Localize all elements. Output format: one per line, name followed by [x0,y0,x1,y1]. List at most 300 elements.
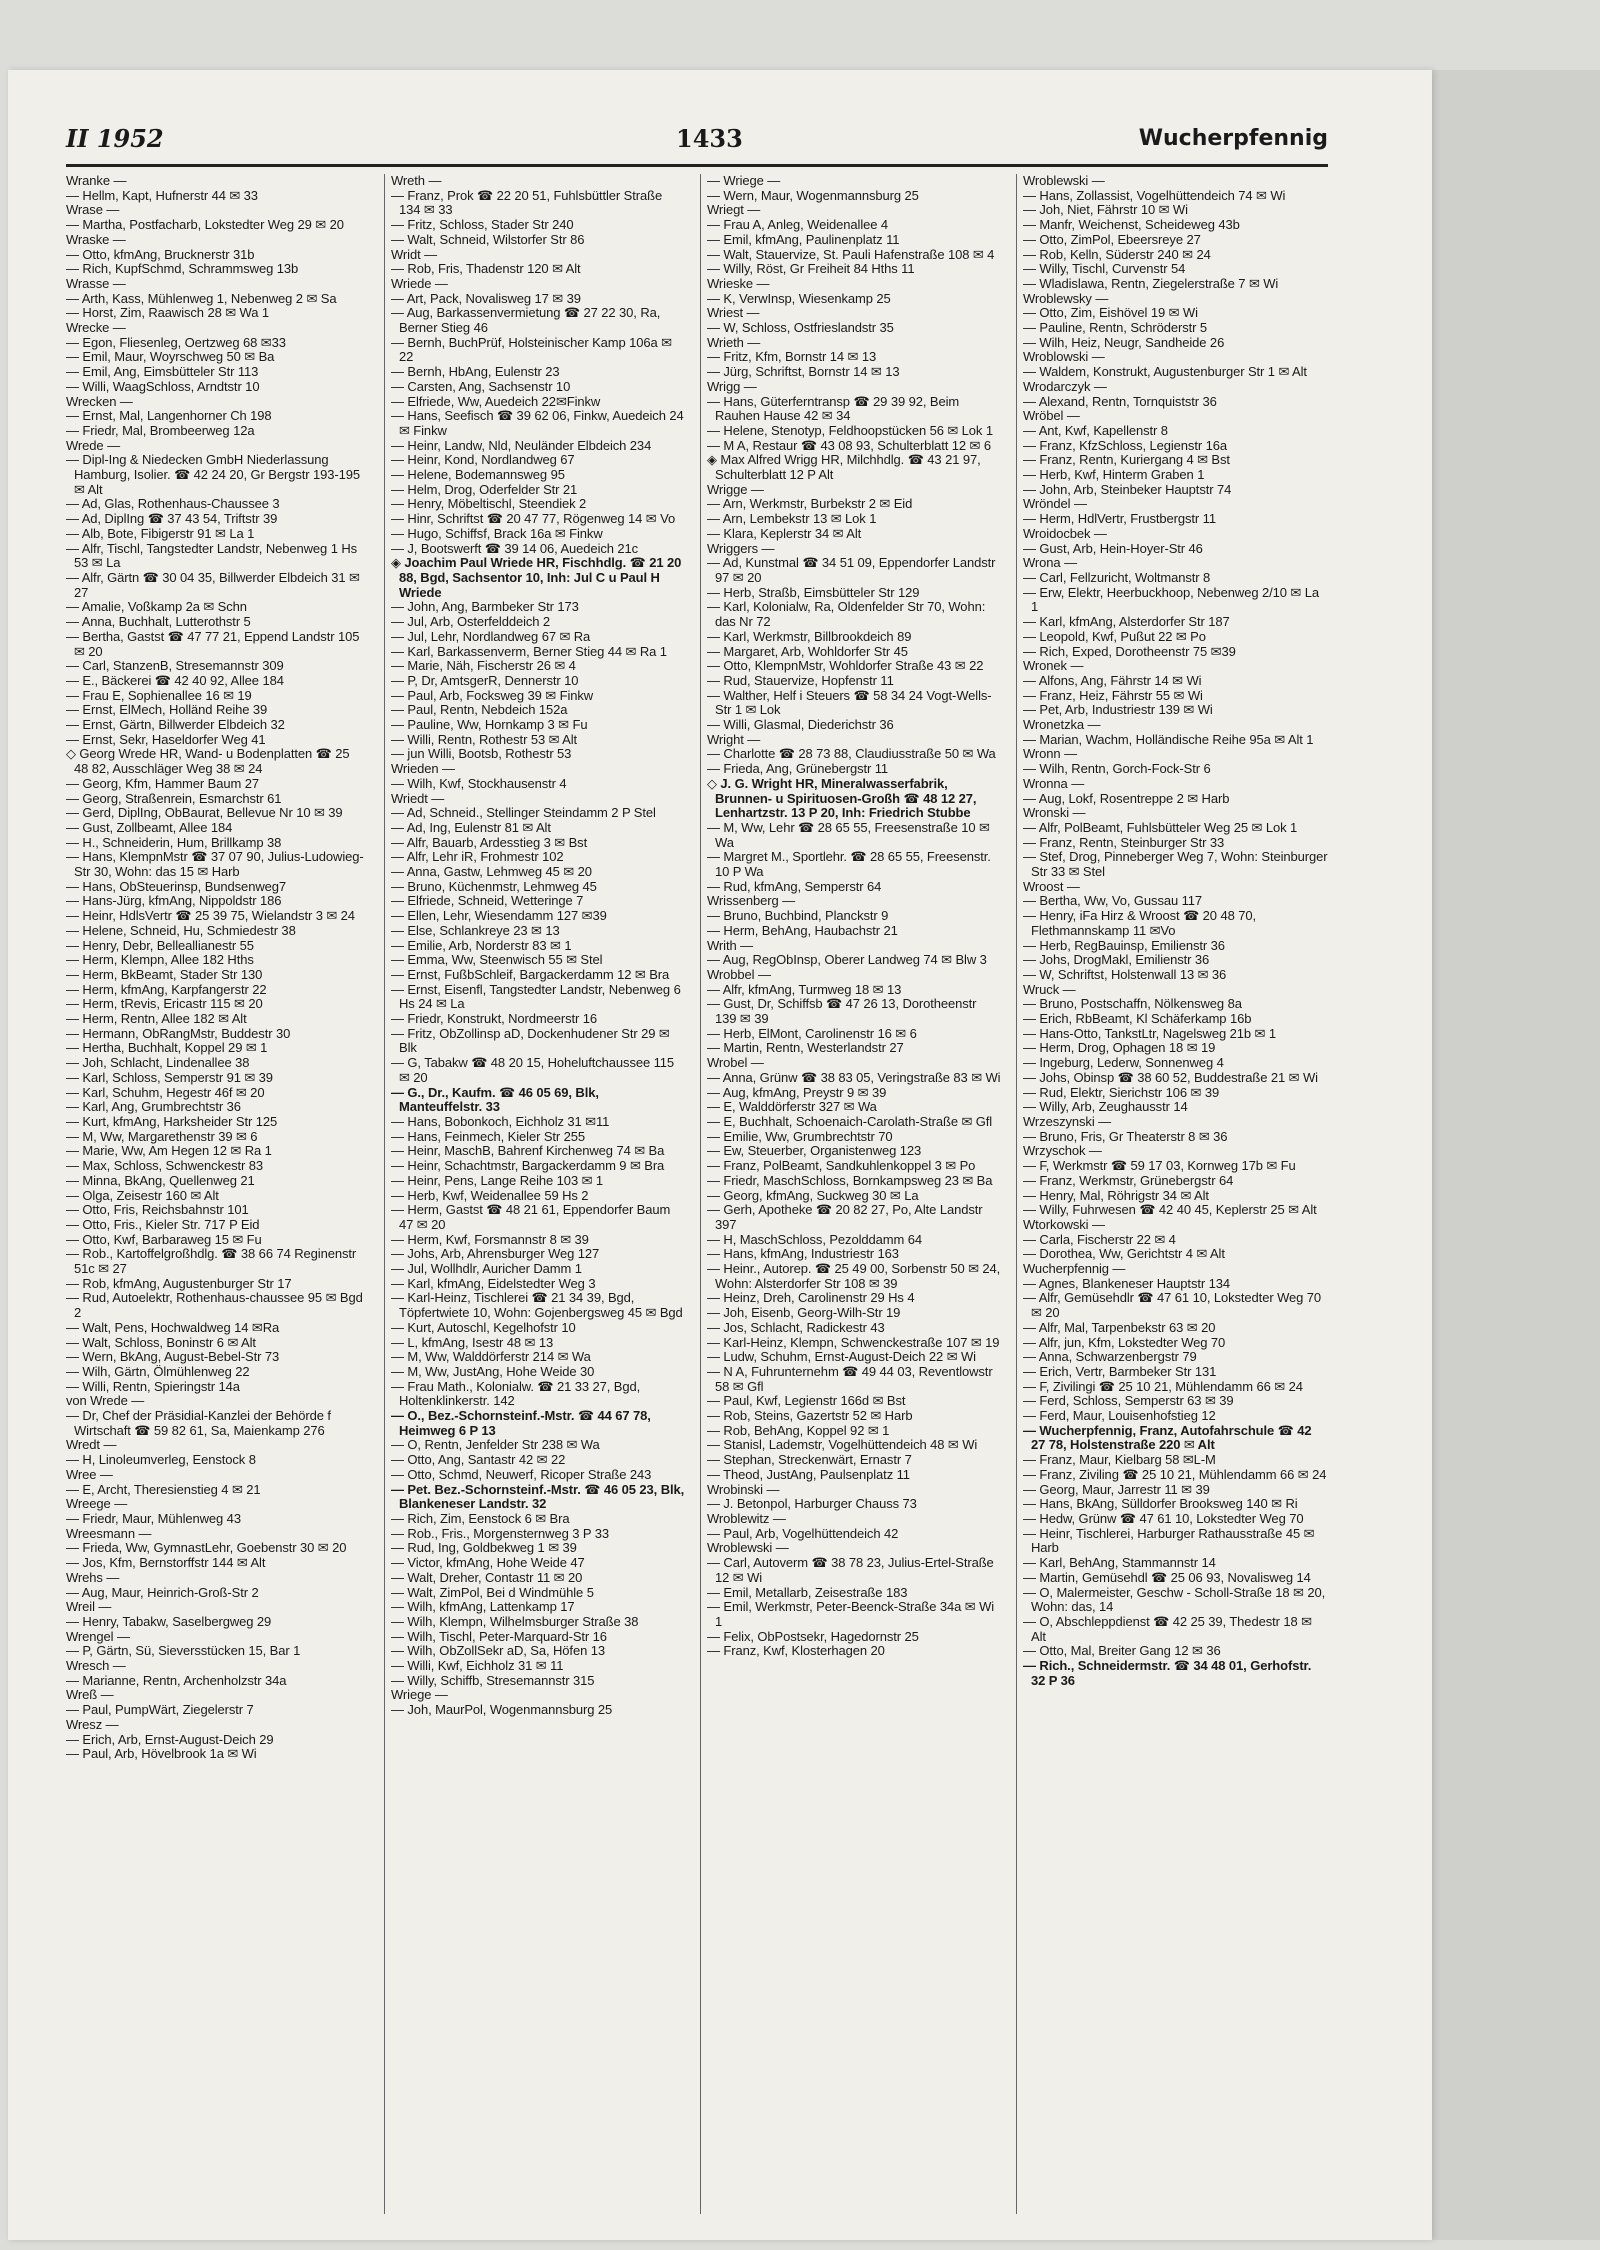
directory-entry: — Anna, Buchhalt, Lutterothstr 5 [66,614,251,630]
directory-entry: — Emil, kfmAng, Paulinenplatz 11 [707,231,900,247]
directory-entry: Wrigg — [707,378,757,394]
directory-entry: — Victor, kfmAng, Hohe Weide 47 [391,1555,585,1571]
directory-entry: — Karl, kfmAng, Alsterdorfer Str 187 [1023,614,1230,630]
directory-entry: — Georg, Kfm, Hammer Baum 27 [66,775,259,791]
directory-entry: — Alfons, Ang, Fährstr 14 ✉ Wi [1023,672,1202,688]
directory-entry: — K, VerwInsp, Wiesenkamp 25 [707,290,891,306]
directory-entry: — Marie, Näh, Fischerstr 26 ✉ 4 [391,658,576,674]
directory-entry: — Stanisl, Lademstr, Vogelhüttendeich 48 ✉ Wi [707,1437,978,1453]
directory-entry: — Alfr, kfmAng, Turmweg 18 ✉ 13 [707,981,902,997]
directory-entry: Wresch — [66,1658,126,1674]
column-1 [66,174,366,2214]
directory-entry: — Hans, ObSteuerinsp, Bundsenweg7 [66,878,286,894]
directory-entry: — Otto, Fris., Kieler Str. 717 P Eid [66,1216,260,1232]
directory-entry: Wraske — [66,231,126,247]
directory-entry: Wruck — [1023,981,1076,997]
directory-entry: — Herm, Kwf, Forsmannstr 8 ✉ 39 [391,1231,589,1247]
directory-entry: — Ew, Steuerber, Organistenweg 123 [707,1143,922,1159]
directory-entry: — Otto, Zim, Eishövel 19 ✉ Wi [1023,305,1198,321]
directory-entry: — Egon, Fliesenleg, Oertzweg 68 ✉33 [66,334,286,350]
directory-entry: — Otto, kfmAng, Brucknerstr 31b [66,246,255,262]
directory-entry: — Paul, PumpWärt, Ziegelerstr 7 [66,1702,254,1718]
directory-entry: — Paul, Rentn, Nebdeich 152a [391,702,568,718]
directory-entry: — Willi, Kwf, Eichholz 31 ✉ 11 [391,1658,564,1674]
directory-entry: — Ernst, Eisenfl, Tangstedter Landstr, Nebenweg 6 Hs 24 ✉ La [391,981,681,1012]
directory-entry: — Dr, Chef der Präsidial-Kanzlei der Behörde f Wirtschaft ☎ 59 82 61, Sa, Maienkamp 276 [66,1408,331,1438]
directory-entry: — Wern, Maur, Wogenmannsburg 25 [707,187,919,203]
directory-entry: — Rud, Stauervize, Hopfenstr 11 [707,672,894,688]
directory-entry: Wrecke — [66,320,126,336]
directory-entry: — Franz, Rentn, Kuriergang 4 ✉ Bst [1023,452,1230,468]
directory-entry: — Art, Pack, Novalisweg 17 ✉ 39 [391,290,581,306]
directory-entry: ◇ J. G. Wright HR, Mineralwasserfabrik, Brunnen- u Spirituosen-Großh ☎ 48 12 27, Lenhartzstr. 13 P 20, Inh: Friedrich Stubbe [707,775,977,821]
directory-entry: — Aug, kfmAng, Preystr 9 ✉ 39 [707,1084,887,1100]
directory-entry: — O, Rentn, Jenfelder Str 238 ✉ Wa [391,1437,600,1453]
directory-entry: — Heinz, Dreh, Carolinenstr 29 Hs 4 [707,1290,915,1306]
directory-entry: — G., Dr., Kaufm. ☎ 46 05 69, Blk, Manteuffelstr. 33 [391,1084,599,1115]
directory-entry: Wröndel — [1023,496,1087,512]
directory-entry: — Rob., Fris., Morgensternweg 3 P 33 [391,1525,609,1541]
directory-entry: — Ad, Schneid., Stellinger Steindamm 2 P Stel [391,805,656,821]
directory-entry: — Aug, Maur, Heinrich-Groß-Str 2 [66,1584,259,1600]
directory-entry: — Hans, kfmAng, Industriestr 163 [707,1246,899,1262]
directory-page [8,70,1432,2240]
directory-entry: — Helm, Drog, Oderfelder Str 21 [391,481,578,497]
directory-entry: — Walt, Pens, Hochwaldweg 14 ✉Ra [66,1319,280,1335]
directory-entry: — M A, Restaur ☎ 43 08 93, Schulterblatt 12 ✉ 6 [707,437,991,453]
directory-entry: — Karl, Ang, Grumbrechtstr 36 [66,1099,241,1115]
directory-entry: — Henry, Mal, Röhrigstr 34 ✉ Alt [1023,1187,1209,1203]
directory-entry: Wroblewsky — [1023,290,1109,306]
directory-entry: — Franz, Kwf, Klosterhagen 20 [707,1643,885,1659]
directory-entry: — Hans, Bobonkoch, Eichholz 31 ✉11 [391,1114,610,1129]
directory-entry: — Kurt, kfmAng, Harksheider Str 125 [66,1114,278,1129]
directory-entry: Wrehs — [66,1569,120,1585]
directory-entry: — jun Willi, Bootsb, Rothestr 53 [391,746,572,762]
directory-entry: — Heinr., Autorep. ☎ 25 49 00, Sorbenstr 50 ✉ 24, Wohn: Alsterdorfer Str 108 ✉ 39 [707,1261,1001,1291]
directory-entry: — Herm, Klempn, Allee 182 Hths [66,952,254,968]
directory-entry: — Walt, ZimPol, Bei d Windmühle 5 [391,1584,594,1600]
directory-entry: — W, Schloss, Ostfrieslandstr 35 [707,320,894,336]
directory-entry: — Fritz, Kfm, Bornstr 14 ✉ 13 [707,349,877,365]
volume-year: II 1952 [66,124,164,153]
directory-entry: — Rich, Exped, Dorotheenstr 75 ✉39 [1023,643,1236,659]
directory-entry: Wridt — [391,246,438,262]
directory-entry: — Otto, ZimPol, Ebeersreye 27 [1023,231,1201,247]
directory-entry: — Ingeburg, Lederw, Sonnenweg 4 [1023,1055,1224,1071]
directory-entry: — Martin, Rentn, Westerlandstr 27 [707,1040,904,1056]
directory-entry: — Rob., Kartoffelgroßhdlg. ☎ 38 66 74 Reginenstr 51c ✉ 27 [66,1246,357,1277]
directory-entry: Wreege — [66,1496,128,1512]
directory-entry: Wrodarczyk — [1023,378,1107,394]
directory-entry: — Henry, iFa Hirz & Wroost ☎ 20 48 70, Flethmannskamp 11 ✉Vo [1023,908,1256,938]
directory-entry: Wrissenberg — [707,893,796,909]
directory-entry: Wrecken — [66,393,133,409]
directory-entry: — Klara, Keplerstr 34 ✉ Alt [707,525,862,541]
directory-entry: Wrede — [66,437,120,453]
directory-entry: — Martin, Gemüsehdl ☎ 25 06 93, Novalisweg 14 [1023,1569,1311,1585]
directory-entry: — Franz, Prok ☎ 22 20 51, Fuhlsbüttler Straße 134 ✉ 33 [391,187,663,218]
directory-entry: — E, Buchhalt, Schoenaich-Carolath-Straße ✉ Gfl [707,1114,993,1129]
directory-entry: — Wucherpfennig, Franz, Autofahrschule ☎ 42 27 78, Holstenstraße 220 ✉ Alt [1023,1422,1312,1453]
directory-entry: Wroost — [1023,878,1080,894]
directory-entry: — Friedr, Mal, Brombeerweg 12a [66,422,255,438]
directory-entry: — Frau E, Sophienallee 16 ✉ 19 [66,687,252,703]
directory-entry: — Otto, KlempnMstr, Wohldorfer Straße 43 ✉ 22 [707,658,984,674]
directory-entry: — Carl, StanzenB, Stresemannstr 309 [66,658,284,674]
directory-entry: — Willi, WaagSchloss, Arndtstr 10 [66,378,260,394]
directory-entry: Wree — [66,1466,113,1482]
directory-entry: — P, Dr, AmtsgerR, Dennerstr 10 [391,672,579,688]
directory-entry: — Wilh, Klempn, Wilhelmsburger Straße 38 [391,1613,639,1629]
directory-entry: — Dipl-Ing & Niedecken GmbH Niederlassung Hamburg, Isolier. ☎ 42 24 20, Gr Bergstr 193-195 ✉ Alt [66,452,360,497]
directory-entry: — Friedr, MaschSchloss, Bornkampsweg 23 ✉ Ba [707,1172,993,1188]
directory-entry: — Rud, kfmAng, Semperstr 64 [707,878,882,894]
directory-entry: — Ellen, Lehr, Wiesendamm 127 ✉39 [391,908,607,924]
directory-entry: — Carl, Fellzuricht, Woltmanstr 8 [1023,569,1211,585]
directory-entry: — J, Bootswerft ☎ 39 14 06, Auedeich 21c [391,540,639,556]
directory-entry: — H, Linoleumverleg, Eenstock 8 [66,1452,256,1468]
directory-entry: — M, Ww, Margarethenstr 39 ✉ 6 [66,1128,258,1144]
directory-entry: — Herm, tRevis, Ericastr 115 ✉ 20 [66,996,263,1012]
directory-entry: — Wilh, Gärtn, Ölmühlenweg 22 [66,1363,250,1379]
directory-entry: — Wilh, Heiz, Neugr, Sandheide 26 [1023,334,1225,350]
directory-entry: — Rud, Elektr, Sierichstr 106 ✉ 39 [1023,1084,1220,1100]
directory-entry: — Anna, Schwarzenbergstr 79 [1023,1349,1197,1365]
directory-entry: — Arn, Lembekstr 13 ✉ Lok 1 [707,511,877,527]
directory-entry: — Jul, Wollhdlr, Auricher Damm 1 [391,1261,582,1277]
directory-entry: Wronek — [1023,658,1084,674]
directory-entry: — O., Bez.-Schornsteinf.-Mstr. ☎ 44 67 78, Heimweg 6 P 13 [391,1408,651,1438]
directory-entry: — Martha, Postfacharb, Lokstedter Weg 29 ✉ 20 [66,217,344,233]
directory-entry: — Else, Schlankreye 23 ✉ 13 [391,922,560,938]
directory-entry: — Paul, Arb, Hövelbrook 1a ✉ Wi [66,1746,257,1762]
directory-entry: — Johs, Obinsp ☎ 38 60 52, Buddestraße 21 ✉ Wi [1023,1069,1318,1085]
directory-entry: — Karl, Kolonialw, Ra, Oldenfelder Str 70, Wohn: das Nr 72 [707,599,986,630]
directory-entry: Wronn — [1023,746,1077,762]
directory-entry: — Bernh, HbAng, Eulenstr 23 [391,364,560,380]
directory-entry: Wronski — [1023,805,1086,821]
directory-entry: — Karl, Schloss, Semperstr 91 ✉ 39 [66,1069,273,1085]
directory-entry: — Rob, Steins, Gazertstr 52 ✉ Harb [707,1408,913,1424]
directory-entry: Wrieske — [707,275,770,291]
directory-entry: Wranke — [66,174,127,188]
directory-entry: — F, Zivilingi ☎ 25 10 21, Mühlendamm 66 ✉ 24 [1023,1378,1303,1394]
directory-entry: — Willy, Tischl, Curvenstr 54 [1023,261,1186,277]
directory-entry: — Karl-Heinz, Tischlerei ☎ 21 34 39, Bgd, Töpfertwiete 10, Wohn: Gojenbergsweg 45 ✉ Bgd [391,1290,683,1321]
directory-entry: Wrzeszynski — [1023,1114,1112,1129]
directory-entry: — Rud, Ing, Goldbekweg 1 ✉ 39 [391,1540,577,1556]
directory-entry: — Ernst, ElMech, Holländ Reihe 39 [66,702,268,718]
directory-entry: — Ad, Ing, Eulenstr 81 ✉ Alt [391,819,551,835]
directory-entry: Wriedt — [391,790,445,806]
directory-entry: — Walt, Dreher, Contastr 11 ✉ 20 [391,1569,583,1585]
directory-entry: — Hans, Güterferntransp ☎ 29 39 92, Beim Rauhen Hause 42 ✉ 34 [707,393,960,424]
directory-entry: — Rich., Schneidermstr. ☎ 34 48 01, Gerhofstr. 32 P 36 [1023,1658,1312,1688]
directory-entry: — Manfr, Weichenst, Scheideweg 43b [1023,217,1240,233]
directory-entry: — Fritz, Schloss, Stader Str 240 [391,217,574,233]
directory-entry: — Rud, Autoelektr, Rothenhaus-chaussee 95 ✉ Bgd 2 [66,1290,363,1321]
directory-entry: — John, Ang, Barmbeker Str 173 [391,599,579,615]
directory-entry: — Rich, Zim, Eenstock 6 ✉ Bra [391,1510,570,1526]
directory-entry: ◈ Max Alfred Wrigg HR, Milchhdlg. ☎ 43 21 97, Schulterblatt 12 P Alt [707,452,981,483]
directory-entry: — Elfriede, Schneid, Wetteringe 7 [391,893,584,909]
directory-entry: — Wilh, Tischl, Peter-Marquard-Str 16 [391,1628,607,1644]
directory-entry: — Ernst, Sekr, Haseldorfer Weg 41 [66,731,266,747]
directory-entry: — Alexand, Rentn, Tornquiststr 36 [1023,393,1217,409]
directory-entry: — Leopold, Kwf, Pußut 22 ✉ Po [1023,628,1206,644]
directory-entry: Wrengel — [66,1628,130,1644]
directory-entry: — Elfriede, Ww, Auedeich 22✉Finkw [391,393,601,409]
directory-entry: Wreesmann — [66,1525,152,1541]
directory-entry: — Amalie, Voßkamp 2a ✉ Schn [66,599,247,615]
directory-entry: — Heinr, Schachtmstr, Bargackerdamm 9 ✉ Bra [391,1158,665,1174]
directory-entry: — Otto, Ang, Santastr 42 ✉ 22 [391,1452,566,1468]
directory-entry: — Margaret, Arb, Wohldorfer Str 45 [707,643,908,659]
directory-entry: — Aug, Lokf, Rosentreppe 2 ✉ Harb [1023,790,1230,806]
directory-entry: — Kurt, Autoschl, Kegelhofstr 10 [391,1319,576,1335]
directory-entry: Wresz — [66,1716,119,1732]
directory-entry: Wronetzka — [1023,717,1101,733]
directory-entry: — Walt, Schneid, Wilstorfer Str 86 [391,231,585,247]
directory-entry: — Marie, Ww, Am Hegen 12 ✉ Ra 1 [66,1143,272,1159]
directory-entry: Wrigge — [707,481,764,497]
directory-entry: — Agnes, Blankeneser Hauptstr 134 [1023,1275,1230,1291]
directory-entry: — Joh, Schlacht, Lindenallee 38 [66,1055,250,1071]
directory-entry: — Jos, Schlacht, Radickestr 43 [707,1319,885,1335]
directory-entry: — Gust, Dr, Schiffsb ☎ 47 26 13, Dorotheenstr 139 ✉ 39 [707,996,977,1027]
directory-entry: — Wilh, kfmAng, Lattenkamp 17 [391,1599,575,1615]
directory-entry: — Pauline, Rentn, Schröderstr 5 [1023,320,1208,336]
directory-entry: — Pet. Bez.-Schornsteinf.-Mstr. ☎ 46 05 23, Blk, Blankeneser Landstr. 32 [391,1481,685,1512]
directory-entry: — Erich, Arb, Ernst-August-Deich 29 [66,1731,274,1747]
directory-entry: — Ant, Kwf, Kapellenstr 8 [1023,422,1168,438]
directory-entry: — Aug, Barkassenvermietung ☎ 27 22 30, Ra, Berner Stieg 46 [391,305,661,336]
directory-entry: Wriegt — [707,202,761,218]
directory-entry: — Willy, Schiffb, Stresemannstr 315 [391,1672,595,1688]
directory-columns [66,174,1328,2214]
directory-entry: — Joh, MaurPol, Wogenmannsburg 25 [391,1702,613,1718]
directory-entry: Wrona — [1023,555,1077,571]
directory-entry: — G, Tabakw ☎ 48 20 15, Hoheluftchaussee 115 ✉ 20 [391,1055,675,1085]
directory-entry: Wright — [707,731,761,747]
directory-entry: — Herm, Gastst ☎ 48 21 61, Eppendorfer Baum 47 ✉ 20 [391,1202,671,1232]
directory-entry: — Otto, Mal, Breiter Gang 12 ✉ 36 [1023,1643,1221,1659]
directory-entry: — Hans, KlempnMstr ☎ 37 07 90, Julius-Ludowieg-Str 30, Wohn: das 15 ✉ Harb [66,849,364,880]
directory-entry: — F, Werkmstr ☎ 59 17 03, Kornweg 17b ✉ Fu [1023,1158,1296,1174]
directory-entry: — Marian, Wachm, Holländische Reihe 95a ✉ Alt 1 [1023,731,1314,747]
directory-entry: von Wrede — [66,1393,145,1409]
directory-entry: — Karl, BehAng, Stammannstr 14 [1023,1555,1216,1571]
directory-entry: — E., Bäckerei ☎ 42 40 92, Allee 184 [66,672,284,688]
directory-entry: Wröbel — [1023,408,1080,424]
directory-entry: — Hans, Feinmech, Kieler Str 255 [391,1128,586,1144]
directory-entry: — Emil, Werkmstr, Peter-Beenck-Straße 34a ✉ Wi 1 [707,1599,995,1629]
directory-entry: — Hans-Otto, TankstLtr, Nagelsweg 21b ✉ 1 [1023,1025,1276,1041]
directory-entry: — Gerd, DiplIng, ObBaurat, Bellevue Nr 10 ✉ 39 [66,805,343,821]
directory-entry: — Ludw, Schuhm, Ernst-August-Deich 22 ✉ Wi [707,1349,976,1365]
directory-entry: — Alfr, Gärtn ☎ 30 04 35, Billwerder Elbdeich 31 ✉ 27 [66,569,360,600]
directory-entry: — Pet, Arb, Industriestr 139 ✉ Wi [1023,702,1213,718]
directory-entry: — Erich, Vertr, Barmbeker Str 131 [1023,1363,1217,1379]
directory-entry: — J. Betonpol, Harburger Chauss 73 [707,1496,917,1512]
directory-entry: Wroblewitz — [707,1510,786,1526]
directory-entry: — Alfr, Gemüsehdlr ☎ 47 61 10, Lokstedter Weg 70 ✉ 20 [1023,1290,1322,1321]
directory-entry: — M, Ww, JustAng, Hohe Weide 30 [391,1363,595,1379]
directory-entry: — Gerh, Apotheke ☎ 20 82 27, Po, Alte Landstr 397 [707,1202,983,1232]
directory-entry: — Emil, Maur, Woyrschweg 50 ✉ Ba [66,349,275,365]
directory-entry: — Paul, Kwf, Legienstr 166d ✉ Bst [707,1393,906,1409]
directory-entry: — Herb, ElMont, Carolinenstr 16 ✉ 6 [707,1025,917,1041]
directory-entry: — Ferd, Schloss, Semperstr 63 ✉ 39 [1023,1393,1234,1409]
directory-entry: Wreil — [66,1599,112,1615]
directory-entry: — Wilh, Rentn, Gorch-Fock-Str 6 [1023,761,1211,777]
directory-entry: — Emil, Ang, Eimsbütteler Str 113 [66,364,259,380]
directory-entry: — Wilh, Kwf, Stockhausenstr 4 [391,775,567,791]
directory-entry: — Jul, Lehr, Nordlandweg 67 ✉ Ra [391,628,591,644]
directory-entry: — Stef, Drog, Pinneberger Weg 7, Wohn: Steinburger Str 33 ✉ Stel [1023,849,1328,880]
directory-entry: Wrieth — [707,334,761,350]
directory-entry: — Waldem, Konstrukt, Augustenburger Str 1 ✉ Alt [1023,364,1307,380]
directory-entry: — Horst, Zim, Raawisch 28 ✉ Wa 1 [66,305,269,321]
directory-entry: — Johs, DrogMakl, Emilienstr 36 [1023,952,1210,968]
directory-entry: — Rob, BehAng, Koppel 92 ✉ 1 [707,1422,890,1438]
directory-entry: — John, Arb, Steinbeker Hauptstr 74 [1023,481,1232,497]
directory-entry: Wrobel — [707,1055,764,1071]
directory-entry: — Otto, Fris, Reichsbahnstr 101 [66,1202,249,1218]
directory-entry: — Georg, Maur, Jarrestr 11 ✉ 39 [1023,1481,1210,1497]
directory-entry: — Alfr, Bauarb, Ardesstieg 3 ✉ Bst [391,834,588,850]
directory-entry: — Herm, Drog, Ophagen 18 ✉ 19 [1023,1040,1216,1056]
directory-entry: — Bruno, Küchenmstr, Lehmweg 45 [391,878,597,894]
directory-entry: — Erw, Elektr, Heerbuckhoop, Nebenweg 2/10 ✉ La 1 [1023,584,1319,615]
directory-entry: — Joh, Eisenb, Georg-Wilh-Str 19 [707,1305,901,1321]
directory-entry: — Friedr, Konstrukt, Nordmeerstr 16 [391,1011,598,1027]
directory-entry: — Rob, Fris, Thadenstr 120 ✉ Alt [391,261,581,277]
directory-entry: — Hans, BkAng, Sülldorfer Brooksweg 140 ✉ Ri [1023,1496,1298,1512]
directory-entry: — Karl-Heinz, Klempn, Schwenckestraße 107 ✉ 19 [707,1334,1000,1350]
directory-entry: — Franz, Ziviling ☎ 25 10 21, Mühlendamm 66 ✉ 24 [1023,1466,1327,1482]
directory-entry: — Fritz, ObZollinsp aD, Dockenhudener Str 29 ✉ Blk [391,1025,670,1056]
directory-entry: — L, kfmAng, Isestr 48 ✉ 13 [391,1334,554,1350]
directory-entry: — Willy, Röst, Gr Freiheit 84 Hths 11 [707,261,915,277]
directory-entry: — Stephan, Streckenwärt, Ernastr 7 [707,1452,912,1468]
directory-entry: — Hinr, Schriftst ☎ 20 47 77, Rögenweg 14 ✉ Vo [391,511,676,527]
directory-entry: — Franz, Heiz, Fährstr 55 ✉ Wi [1023,687,1203,703]
directory-entry: — N A, Fuhrunternehm ☎ 49 44 03, Reventlowstr 58 ✉ Gfl [707,1363,993,1394]
directory-entry: Wriege — [391,1687,448,1703]
directory-entry: — Carla, Fischerstr 22 ✉ 4 [1023,1231,1176,1247]
directory-entry: — Rob, kfmAng, Augustenburger Str 17 [66,1275,292,1291]
directory-entry: — Gust, Arb, Hein-Hoyer-Str 46 [1023,540,1203,556]
directory-entry: — Herm, HdlVertr, Frustbergstr 11 [1023,511,1216,527]
directory-entry: — Frieda, Ang, Grünebergstr 11 [707,761,889,777]
directory-entry: — Willy, Arb, Zeughausstr 14 [1023,1099,1188,1115]
directory-entry: — Otto, Kwf, Barbaraweg 15 ✉ Fu [66,1231,262,1247]
directory-entry: — Georg, Straßenrein, Esmarchstr 61 [66,790,282,806]
directory-entry: — Ernst, FußbSchleif, Bargackerdamm 12 ✉ Bra [391,966,670,982]
directory-entry: — Friedr, Maur, Mühlenweg 43 [66,1510,241,1526]
directory-entry: — Ad, Glas, Rothenhaus-Chaussee 3 [66,496,280,512]
directory-entry: Wriede — [391,275,448,291]
header-rule [66,164,1328,167]
directory-entry: — Alfr, jun, Kfm, Lokstedter Weg 70 [1023,1334,1226,1350]
directory-entry: — Herb, Kwf, Hinterm Graben 1 [1023,467,1205,483]
directory-entry: — Emil, Metallarb, Zeisestraße 183 [707,1584,908,1600]
directory-entry: — Jul, Arb, Osterfelddeich 2 [391,614,551,630]
directory-entry: — Margret M., Sportlehr. ☎ 28 65 55, Freesenstr. 10 P Wa [707,849,991,880]
directory-entry: — Pauline, Ww, Hornkamp 3 ✉ Fu [391,717,588,733]
directory-entry: — Helene, Bodemannsweg 95 [391,467,565,483]
directory-entry: Wreß — [66,1687,114,1703]
directory-entry: — Alb, Bote, Fibigerstr 91 ✉ La 1 [66,525,255,541]
directory-entry: — Marianne, Rentn, Archenholzstr 34a [66,1672,287,1688]
directory-entry: — H, MaschSchloss, Pezolddamm 64 [707,1231,922,1247]
directory-entry: — Ad, Kunstmal ☎ 34 51 09, Eppendorfer Landstr 97 ✉ 20 [707,555,996,585]
directory-entry: — Aug, RegObInsp, Oberer Landweg 74 ✉ Blw 3 [707,952,987,968]
scan-background-strip [1432,70,1600,2240]
directory-entry: — Helene, Stenotyp, Feldhoopstücken 56 ✉ Lok 1 [707,422,993,438]
directory-entry: — Max, Schloss, Schwenckestr 83 [66,1158,264,1174]
page-number: 1433 [676,124,743,153]
directory-entry: — Franz, Rentn, Steinburger Str 33 [1023,834,1225,850]
directory-entry: — Bruno, Buchbind, Planckstr 9 [707,908,889,924]
directory-entry: Wrzyschok — [1023,1143,1102,1159]
directory-entry: — Heinr, MaschB, Bahrenf Kirchenweg 74 ✉ Ba [391,1143,665,1159]
directory-entry: Wrasse — [66,275,126,291]
directory-entry: — Emilie, Arb, Norderstr 83 ✉ 1 [391,937,572,953]
directory-entry: — Herm, kfmAng, Karpfangerstr 22 [66,981,267,997]
directory-entry: — Alfr, Mal, Tarpenbekstr 63 ✉ 20 [1023,1319,1216,1335]
directory-entry: Wroblewski — [1023,174,1105,188]
directory-entry: — Bertha, Gastst ☎ 47 77 21, Eppend Landstr 105 ✉ 20 [66,628,360,659]
directory-entry: — Emilie, Ww, Grumbrechtstr 70 [707,1128,893,1144]
directory-entry: ◈ Joachim Paul Wriede HR, Fischhdlg. ☎ 21 20 88, Bgd, Sachsentor 10, Inh: Jul C u Paul H Wriede [391,555,682,600]
directory-entry: — Alfr, Tischl, Tangstedter Landstr, Nebenweg 1 Hs 53 ✉ La [66,540,358,571]
directory-entry: — Helene, Schneid, Hu, Schmiedestr 38 [66,922,296,938]
directory-entry: — Hertha, Buchhalt, Koppel 29 ✉ 1 [66,1040,268,1056]
directory-entry: — Carsten, Ang, Sachsenstr 10 [391,378,571,394]
running-head: Wucherpfennig [1138,126,1328,151]
directory-entry: Wronna — [1023,775,1085,791]
directory-entry: — Wriege — [707,174,781,188]
directory-entry: Wreth — [391,174,442,188]
directory-entry: Wrase — [66,202,120,218]
directory-entry: — Joh, Niet, Fährstr 10 ✉ Wi [1023,202,1188,218]
directory-entry: — Theod, JustAng, Paulsenplatz 11 [707,1466,910,1482]
directory-entry: — Wern, BkAng, August-Bebel-Str 73 [66,1349,280,1365]
directory-entry: — Willi, Rentn, Rothestr 53 ✉ Alt [391,731,578,747]
directory-entry: — Herm, BehAng, Haubachstr 21 [707,922,898,938]
directory-entry: — Paul, Arb, Focksweg 39 ✉ Finkw [391,687,594,703]
directory-entry: Wroblewski — [707,1540,789,1556]
directory-entry: — Felix, ObPostsekr, Hagedornstr 25 [707,1628,919,1644]
directory-entry: — W, Schriftst, Holstenwall 13 ✉ 36 [1023,966,1227,982]
page-header [66,120,1328,160]
directory-entry: — Karl, Schuhm, Hegestr 46f ✉ 20 [66,1084,265,1100]
directory-entry: — Bertha, Ww, Vo, Gussau 117 [1023,893,1203,909]
directory-entry: — Ad, DiplIng ☎ 37 43 54, Triftstr 39 [66,511,278,527]
directory-entry: — Franz, Maur, Kielbarg 58 ✉L-M [1023,1452,1216,1468]
directory-entry: — Ferd, Maur, Louisenhofstieg 12 [1023,1408,1216,1424]
directory-entry: — Emma, Ww, Steenwisch 55 ✉ Stel [391,952,603,968]
directory-entry: — H., Schneiderin, Hum, Brillkamp 38 [66,834,282,850]
directory-entry: — Hedw, Grünw ☎ 47 61 10, Lokstedter Weg 70 [1023,1510,1304,1526]
directory-entry: — Henry, Tabakw, Saselbergweg 29 [66,1613,272,1629]
directory-entry: — Arn, Werkmstr, Burbekstr 2 ✉ Eid [707,496,913,512]
directory-entry: — Hans, Seefisch ☎ 39 62 06, Finkw, Auedeich 24 ✉ Finkw [391,408,684,438]
directory-entry: — Willi, Glasmal, Diederichstr 36 [707,717,894,733]
